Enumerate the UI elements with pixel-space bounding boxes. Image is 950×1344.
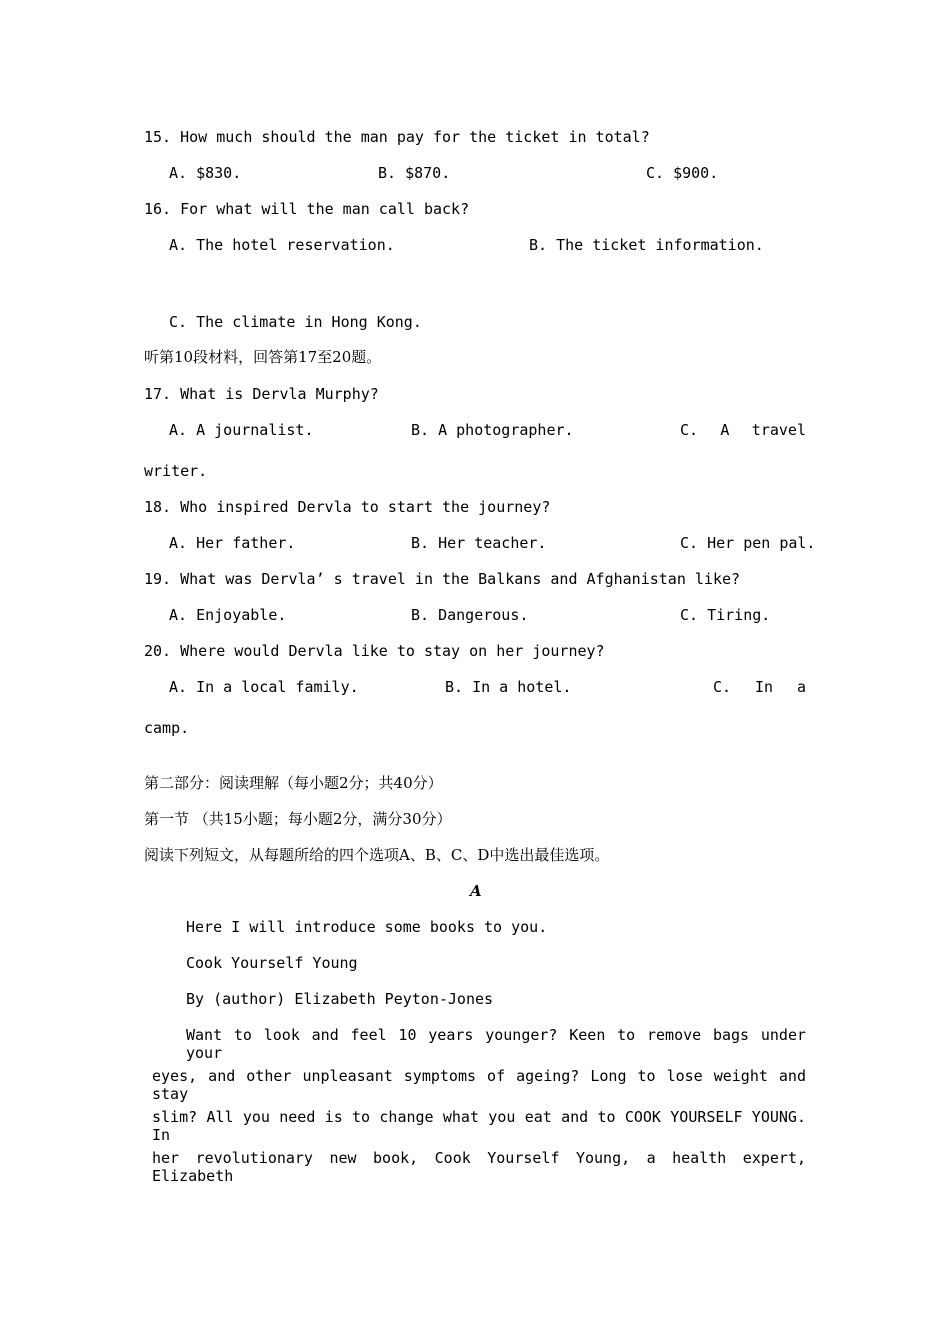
part-2-heading: 第二部分：阅读理解（每小题2分；共40分） bbox=[144, 774, 443, 792]
q18-question: 18. Who inspired Dervla to start the journey? bbox=[144, 498, 551, 516]
section-10-instruction: 听第10段材料，回答第17至20题。 bbox=[144, 348, 382, 366]
q17-question: 17. What is Dervla Murphy? bbox=[144, 385, 379, 403]
q16-option-a: A. The hotel reservation. bbox=[169, 236, 395, 254]
q20-option-c-continued: camp. bbox=[144, 719, 190, 737]
passage-intro: Here I will introduce some books to you. bbox=[186, 918, 548, 936]
passage-paragraph-line-3: slim? All you need is to change what you eat and to COOK YOURSELF YOUNG. In bbox=[152, 1108, 806, 1144]
q15-option-b: B. $870. bbox=[378, 164, 451, 182]
q19-option-b: B. Dangerous. bbox=[411, 606, 529, 624]
q15-option-c: C. $900. bbox=[646, 164, 719, 182]
q17-option-c-continued: writer. bbox=[144, 462, 208, 480]
q16-question: 16. For what will the man call back? bbox=[144, 200, 470, 218]
q16-option-c: C. The climate in Hong Kong. bbox=[169, 313, 422, 331]
q17-option-c: C. A travel bbox=[680, 421, 806, 439]
q20-question: 20. Where would Dervla like to stay on her journey? bbox=[144, 642, 605, 660]
q15-question: 15. How much should the man pay for the ticket in total? bbox=[144, 128, 650, 146]
book-author: By (author) Elizabeth Peyton-Jones bbox=[186, 990, 494, 1008]
q20-option-a: A. In a local family. bbox=[169, 678, 359, 696]
passage-paragraph-line-4: her revolutionary new book, Cook Yourself Young, a health expert, Elizabeth bbox=[152, 1149, 806, 1185]
passage-title: A bbox=[470, 882, 482, 900]
reading-instruction: 阅读下列短文，从每题所给的四个选项A、B、C、D中选出最佳选项。 bbox=[144, 846, 610, 864]
q17-option-b: B. A photographer. bbox=[411, 421, 574, 439]
q19-option-c: C. Tiring. bbox=[680, 606, 771, 624]
q18-option-b: B. Her teacher. bbox=[411, 534, 547, 552]
book-title: Cook Yourself Young bbox=[186, 954, 358, 972]
q18-option-a: A. Her father. bbox=[169, 534, 296, 552]
q15-option-a: A. $830. bbox=[169, 164, 242, 182]
q17-option-a: A. A journalist. bbox=[169, 421, 314, 439]
passage-paragraph-line-1: Want to look and feel 10 years younger? Keen to remove bags under your bbox=[186, 1026, 806, 1062]
q19-option-a: A. Enjoyable. bbox=[169, 606, 287, 624]
q20-option-c: C. In a bbox=[713, 678, 806, 696]
q18-option-c: C. Her pen pal. bbox=[680, 534, 816, 552]
q19-question: 19. What was Dervla’ s travel in the Balkans and Afghanistan like? bbox=[144, 570, 741, 588]
section-1-heading: 第一节 （共15小题；每小题2分，满分30分） bbox=[144, 810, 452, 828]
q20-option-b: B. In a hotel. bbox=[445, 678, 572, 696]
passage-paragraph-line-2: eyes, and other unpleasant symptoms of ageing? Long to lose weight and stay bbox=[152, 1067, 806, 1103]
q16-option-b: B. The ticket information. bbox=[529, 236, 764, 254]
